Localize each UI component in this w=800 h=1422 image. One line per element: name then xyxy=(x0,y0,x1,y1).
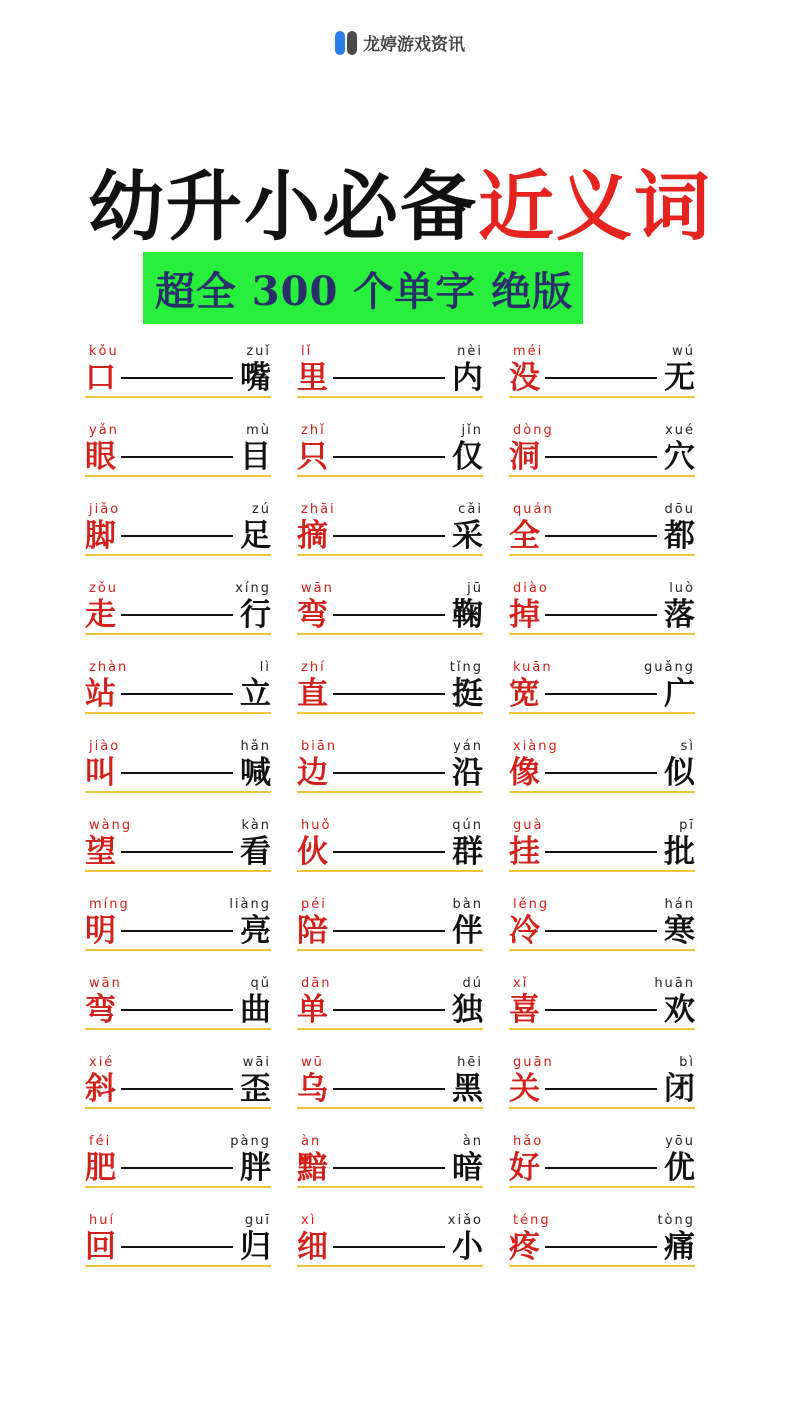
underline xyxy=(297,1186,483,1188)
pinyin-left: wān xyxy=(301,581,334,596)
synonym-row xyxy=(85,577,695,656)
pinyin-left: kǒu xyxy=(89,344,119,359)
synonym-pair xyxy=(509,1051,695,1130)
word-left: 陪 xyxy=(297,913,328,949)
synonym-pair xyxy=(85,735,271,814)
underline xyxy=(509,1265,695,1267)
word-left: 像 xyxy=(509,755,540,791)
underline xyxy=(297,554,483,556)
synonym-pair xyxy=(85,498,271,577)
pinyin-left: zhāi xyxy=(301,502,336,517)
pinyin-left: xǐ xyxy=(513,976,529,991)
word-right: 似 xyxy=(664,755,695,791)
pinyin-left: huí xyxy=(89,1213,116,1228)
connector-dash xyxy=(333,614,445,616)
synonym-pair xyxy=(85,1051,271,1130)
synonym-pair xyxy=(297,577,483,656)
pinyin-left: féi xyxy=(89,1134,112,1149)
word-left: 洞 xyxy=(509,439,540,475)
connector-dash xyxy=(545,377,657,379)
word-left: 全 xyxy=(509,518,540,554)
pinyin-left: xié xyxy=(89,1055,115,1070)
synonym-pair xyxy=(297,1130,483,1209)
word-left: 叫 xyxy=(85,755,116,791)
synonym-pair xyxy=(509,972,695,1051)
underline xyxy=(297,633,483,635)
connector-dash xyxy=(333,851,445,853)
word-left: 掉 xyxy=(509,597,540,633)
synonym-pair xyxy=(509,498,695,577)
word-left: 单 xyxy=(297,992,328,1028)
connector-dash xyxy=(333,772,445,774)
word-right: 内 xyxy=(452,360,483,396)
pinyin-right: mù xyxy=(246,423,271,438)
underline xyxy=(509,712,695,714)
underline xyxy=(297,949,483,951)
synonym-pair xyxy=(85,893,271,972)
pinyin-right: hǎn xyxy=(240,739,271,754)
word-right: 沿 xyxy=(452,755,483,791)
word-left: 明 xyxy=(85,913,116,949)
word-left: 摘 xyxy=(297,518,328,554)
word-left: 好 xyxy=(509,1150,540,1186)
synonym-pair xyxy=(297,419,483,498)
synonym-pair xyxy=(509,656,695,735)
pinyin-left: míng xyxy=(89,897,130,912)
pinyin-right: bì xyxy=(679,1055,695,1070)
synonym-row xyxy=(85,735,695,814)
connector-dash xyxy=(545,1167,657,1169)
word-right: 欢 xyxy=(664,992,695,1028)
word-left: 边 xyxy=(297,755,328,791)
connector-dash xyxy=(121,772,233,774)
connector-dash xyxy=(121,614,233,616)
word-right: 歪 xyxy=(240,1071,271,1107)
word-left: 回 xyxy=(85,1229,116,1265)
word-left: 没 xyxy=(509,360,540,396)
pinyin-left: diào xyxy=(513,581,549,596)
pinyin-right: qǔ xyxy=(250,976,271,991)
word-right: 黑 xyxy=(452,1071,483,1107)
word-left: 走 xyxy=(85,597,116,633)
word-right: 暗 xyxy=(452,1150,483,1186)
underline xyxy=(509,396,695,398)
word-left: 冷 xyxy=(509,913,540,949)
connector-dash xyxy=(121,1009,233,1011)
underline xyxy=(85,712,271,714)
word-left: 弯 xyxy=(85,992,116,1028)
synonym-pair xyxy=(509,340,695,419)
pinyin-left: jiào xyxy=(89,739,121,754)
synonym-pair xyxy=(297,656,483,735)
pinyin-right: liàng xyxy=(229,897,271,912)
connector-dash xyxy=(545,456,657,458)
pinyin-right: jǐn xyxy=(461,423,483,438)
synonym-row xyxy=(85,498,695,577)
pinyin-right: hán xyxy=(664,897,695,912)
synonym-pair xyxy=(509,1130,695,1209)
underline xyxy=(509,1107,695,1109)
word-right: 目 xyxy=(240,439,271,475)
pinyin-right: pàng xyxy=(230,1134,271,1149)
pinyin-left: hǎo xyxy=(513,1134,544,1149)
underline xyxy=(509,791,695,793)
connector-dash xyxy=(545,535,657,537)
connector-dash xyxy=(545,1088,657,1090)
word-left: 肥 xyxy=(85,1150,116,1186)
pinyin-left: péi xyxy=(301,897,327,912)
pinyin-right: guī xyxy=(244,1213,271,1228)
synonym-pair xyxy=(85,972,271,1051)
banner-text: 超全 300 个单字 绝版 xyxy=(154,267,574,315)
synonym-pair xyxy=(509,893,695,972)
pinyin-right: lì xyxy=(259,660,271,675)
connector-dash xyxy=(333,377,445,379)
synonym-row xyxy=(85,893,695,972)
underline xyxy=(85,554,271,556)
synonym-row xyxy=(85,1051,695,1130)
underline xyxy=(297,791,483,793)
word-left: 脚 xyxy=(85,518,116,554)
underline xyxy=(509,554,695,556)
connector-dash xyxy=(121,930,233,932)
synonym-pair xyxy=(297,498,483,577)
underline xyxy=(85,475,271,477)
connector-dash xyxy=(545,614,657,616)
word-left: 斜 xyxy=(85,1071,116,1107)
pinyin-left: wàng xyxy=(89,818,133,833)
word-left: 宽 xyxy=(509,676,540,712)
underline xyxy=(85,1107,271,1109)
pinyin-left: wū xyxy=(301,1055,324,1070)
underline xyxy=(297,1028,483,1030)
synonym-pair xyxy=(297,814,483,893)
connector-dash xyxy=(333,1009,445,1011)
pinyin-left: àn xyxy=(301,1134,322,1149)
pinyin-right: pī xyxy=(679,818,695,833)
connector-dash xyxy=(333,1246,445,1248)
word-left: 口 xyxy=(85,360,116,396)
pinyin-right: àn xyxy=(462,1134,483,1149)
underline xyxy=(297,475,483,477)
pinyin-right: zuǐ xyxy=(246,344,271,359)
pinyin-right: qún xyxy=(452,818,483,833)
synonym-row xyxy=(85,1209,695,1288)
word-right: 都 xyxy=(664,518,695,554)
word-right: 胖 xyxy=(240,1150,271,1186)
pinyin-right: wú xyxy=(672,344,695,359)
pinyin-left: dān xyxy=(301,976,332,991)
word-right: 鞠 xyxy=(452,597,483,633)
connector-dash xyxy=(545,1009,657,1011)
connector-dash xyxy=(121,1088,233,1090)
underline xyxy=(509,633,695,635)
pinyin-right: xíng xyxy=(235,581,271,596)
pinyin-left: lǐ xyxy=(301,344,313,359)
title-part1: 幼升小必备 xyxy=(88,162,478,251)
underline xyxy=(85,949,271,951)
underline xyxy=(509,1186,695,1188)
pinyin-left: xì xyxy=(301,1213,317,1228)
word-right: 立 xyxy=(240,676,271,712)
underline xyxy=(85,870,271,872)
pinyin-left: téng xyxy=(513,1213,551,1228)
pinyin-left: xiàng xyxy=(513,739,559,754)
synonym-pair xyxy=(85,814,271,893)
connector-dash xyxy=(333,535,445,537)
word-right: 嘴 xyxy=(240,360,271,396)
pinyin-right: nèi xyxy=(457,344,483,359)
underline xyxy=(297,712,483,714)
underline xyxy=(297,1107,483,1109)
connector-dash xyxy=(333,1167,445,1169)
connector-dash xyxy=(545,851,657,853)
word-left: 只 xyxy=(297,439,328,475)
pinyin-right: wāi xyxy=(242,1055,271,1070)
word-right: 伴 xyxy=(452,913,483,949)
pinyin-left: méi xyxy=(513,344,544,359)
pinyin-right: dōu xyxy=(664,502,695,517)
pinyin-right: yōu xyxy=(665,1134,695,1149)
pinyin-left: lěng xyxy=(513,897,550,912)
pinyin-left: zǒu xyxy=(89,581,119,596)
pinyin-left: kuān xyxy=(513,660,553,675)
connector-dash xyxy=(545,1246,657,1248)
pinyin-right: huān xyxy=(654,976,695,991)
synonym-pair xyxy=(85,419,271,498)
watermark-text: 龙婷游戏资讯 xyxy=(363,35,465,55)
subtitle-banner xyxy=(143,252,583,324)
underline xyxy=(85,633,271,635)
connector-dash xyxy=(121,456,233,458)
word-left: 眼 xyxy=(85,439,116,475)
synonym-pair xyxy=(509,419,695,498)
pinyin-left: biān xyxy=(301,739,338,754)
word-left: 细 xyxy=(297,1229,328,1265)
synonym-pair xyxy=(509,814,695,893)
connector-dash xyxy=(121,1246,233,1248)
pinyin-right: zú xyxy=(251,502,271,517)
pinyin-right: sì xyxy=(680,739,695,754)
word-right: 落 xyxy=(664,597,695,633)
synonym-pair xyxy=(509,577,695,656)
title-part2: 近义词 xyxy=(478,162,712,251)
connector-dash xyxy=(333,693,445,695)
underline xyxy=(509,1028,695,1030)
pinyin-left: huǒ xyxy=(301,818,332,833)
connector-dash xyxy=(545,772,657,774)
word-right: 仅 xyxy=(452,439,483,475)
word-left: 望 xyxy=(85,834,116,870)
word-right: 闭 xyxy=(664,1071,695,1107)
connector-dash xyxy=(121,535,233,537)
pinyin-right: dú xyxy=(462,976,483,991)
synonym-pair xyxy=(509,1209,695,1288)
connector-dash xyxy=(333,1088,445,1090)
pinyin-left: zhǐ xyxy=(301,423,326,438)
pinyin-left: zhàn xyxy=(89,660,129,675)
word-left: 关 xyxy=(509,1071,540,1107)
pinyin-right: guǎng xyxy=(644,660,695,675)
pinyin-left: yǎn xyxy=(89,423,119,438)
word-left: 里 xyxy=(297,360,328,396)
synonym-pair xyxy=(297,972,483,1051)
pinyin-right: tòng xyxy=(657,1213,695,1228)
pinyin-left: guān xyxy=(513,1055,554,1070)
pinyin-left: guà xyxy=(513,818,544,833)
pinyin-right: xué xyxy=(665,423,695,438)
connector-dash xyxy=(545,693,657,695)
word-right: 足 xyxy=(240,518,271,554)
word-right: 穴 xyxy=(664,439,695,475)
pinyin-right: hēi xyxy=(457,1055,483,1070)
connector-dash xyxy=(545,930,657,932)
underline xyxy=(509,949,695,951)
connector-dash xyxy=(333,930,445,932)
word-left: 站 xyxy=(85,676,116,712)
pinyin-right: kàn xyxy=(241,818,271,833)
underline xyxy=(297,870,483,872)
underline xyxy=(85,396,271,398)
word-right: 曲 xyxy=(240,992,271,1028)
word-left: 乌 xyxy=(297,1071,328,1107)
synonym-row xyxy=(85,340,695,419)
synonym-pair xyxy=(85,1209,271,1288)
pinyin-right: jū xyxy=(467,581,483,596)
connector-dash xyxy=(333,456,445,458)
word-right: 群 xyxy=(452,834,483,870)
word-right: 归 xyxy=(240,1229,271,1265)
synonym-row xyxy=(85,972,695,1051)
word-right: 广 xyxy=(664,676,695,712)
word-right: 看 xyxy=(240,834,271,870)
pinyin-right: luò xyxy=(669,581,695,596)
word-left: 黯 xyxy=(297,1150,328,1186)
word-left: 直 xyxy=(297,676,328,712)
word-right: 挺 xyxy=(452,676,483,712)
synonym-row xyxy=(85,656,695,735)
synonym-pair xyxy=(297,1051,483,1130)
synonym-pair xyxy=(85,656,271,735)
connector-dash xyxy=(121,851,233,853)
pinyin-left: jiǎo xyxy=(89,502,121,517)
pinyin-left: dòng xyxy=(513,423,554,438)
word-right: 优 xyxy=(664,1150,695,1186)
word-right: 喊 xyxy=(240,755,271,791)
game-controller-icon xyxy=(335,31,357,55)
word-right: 小 xyxy=(452,1229,483,1265)
underline xyxy=(85,1265,271,1267)
pinyin-right: yán xyxy=(453,739,483,754)
underline xyxy=(297,396,483,398)
connector-dash xyxy=(121,693,233,695)
pinyin-left: quán xyxy=(513,502,554,517)
synonym-row xyxy=(85,419,695,498)
pinyin-right: bàn xyxy=(452,897,483,912)
word-left: 伙 xyxy=(297,834,328,870)
underline xyxy=(509,475,695,477)
synonym-pair xyxy=(297,340,483,419)
underline xyxy=(297,1265,483,1267)
word-right: 批 xyxy=(664,834,695,870)
pinyin-right: cǎi xyxy=(458,502,483,517)
underline xyxy=(85,1028,271,1030)
pinyin-left: wān xyxy=(89,976,122,991)
watermark xyxy=(0,30,800,55)
word-left: 喜 xyxy=(509,992,540,1028)
connector-dash xyxy=(121,1167,233,1169)
word-right: 采 xyxy=(452,518,483,554)
page-title xyxy=(0,162,800,252)
word-left: 弯 xyxy=(297,597,328,633)
word-right: 痛 xyxy=(664,1229,695,1265)
synonym-pair xyxy=(509,735,695,814)
synonym-pair xyxy=(297,893,483,972)
synonym-pair xyxy=(85,1130,271,1209)
underline xyxy=(85,1186,271,1188)
connector-dash xyxy=(121,377,233,379)
word-right: 无 xyxy=(664,360,695,396)
synonym-pair xyxy=(85,577,271,656)
word-right: 寒 xyxy=(664,913,695,949)
synonym-row xyxy=(85,1130,695,1209)
pinyin-right: xiǎo xyxy=(447,1213,483,1228)
underline xyxy=(509,870,695,872)
synonym-pair xyxy=(297,735,483,814)
synonym-row xyxy=(85,814,695,893)
word-right: 亮 xyxy=(240,913,271,949)
word-left: 挂 xyxy=(509,834,540,870)
synonym-pair xyxy=(297,1209,483,1288)
synonym-grid xyxy=(85,340,695,1288)
word-right: 独 xyxy=(452,992,483,1028)
word-left: 疼 xyxy=(509,1229,540,1265)
word-right: 行 xyxy=(240,597,271,633)
underline xyxy=(85,791,271,793)
pinyin-left: zhí xyxy=(301,660,326,675)
synonym-pair xyxy=(85,340,271,419)
pinyin-right: tǐng xyxy=(449,660,483,675)
